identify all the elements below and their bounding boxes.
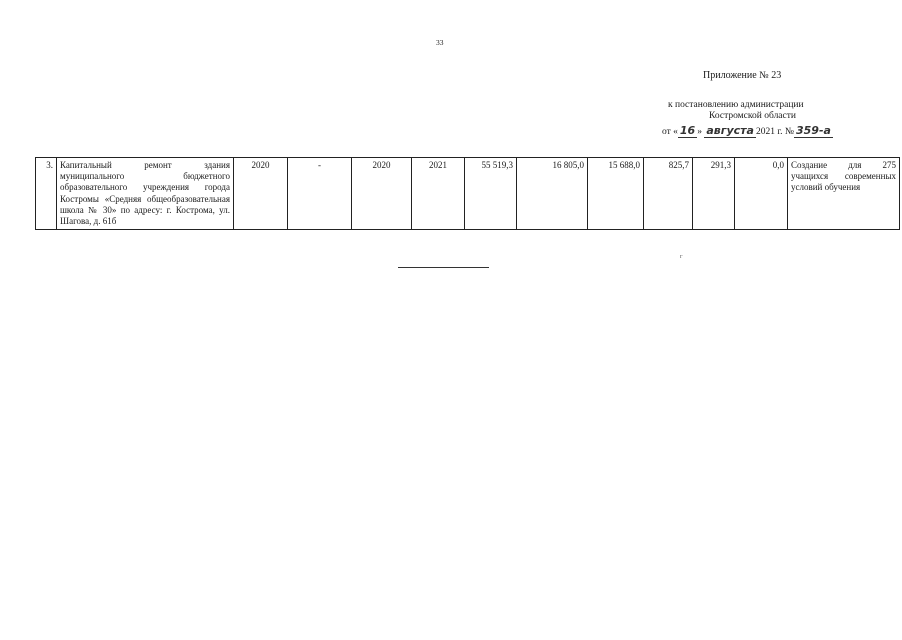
table-cell: 55 519,3 <box>465 158 517 230</box>
decree-quote-close: » <box>697 127 702 137</box>
data-table <box>35 157 900 230</box>
table-cell: 291,3 <box>693 158 735 230</box>
table-cell: 2020 <box>352 158 412 230</box>
decree-quote-open: « <box>673 127 678 137</box>
page-number: 33 <box>436 38 444 47</box>
expected-result-cell: Создание для 275 учащихся современных условий обучения <box>788 158 900 230</box>
table-row <box>36 158 900 230</box>
appendix-title: Приложение № 23 <box>703 70 782 81</box>
table-cell: - <box>288 158 352 230</box>
table-cell: 16 805,0 <box>517 158 588 230</box>
decree-day-handwritten: 16 <box>679 124 696 137</box>
decree-region-line: Костромской области <box>709 111 796 121</box>
table-cell: 825,7 <box>644 158 693 230</box>
decree-date-line <box>662 124 833 137</box>
table-cell: 2020 <box>234 158 288 230</box>
decree-year-label: 2021 г. № <box>755 127 794 137</box>
decree-number-handwritten: 359-а <box>795 124 831 137</box>
end-divider-line <box>398 267 489 268</box>
decree-month-handwritten: августа <box>706 124 754 137</box>
decree-from-label: от <box>662 127 671 137</box>
scan-mark: г <box>680 254 683 260</box>
object-description-cell: Капитальный ремонт здания муниципального бюджетного образовательного учреждения города Костромы «Средняя общеобразовательная школа № 30» по адресу: г. Кострома, ул. Шагова, д. 61б <box>57 158 234 230</box>
decree-reference-line: к постановлению администрации <box>668 100 804 110</box>
table-cell: 0,0 <box>735 158 788 230</box>
table-cell: 2021 <box>412 158 465 230</box>
row-number-cell: 3. <box>36 158 57 230</box>
table-cell: 15 688,0 <box>588 158 644 230</box>
